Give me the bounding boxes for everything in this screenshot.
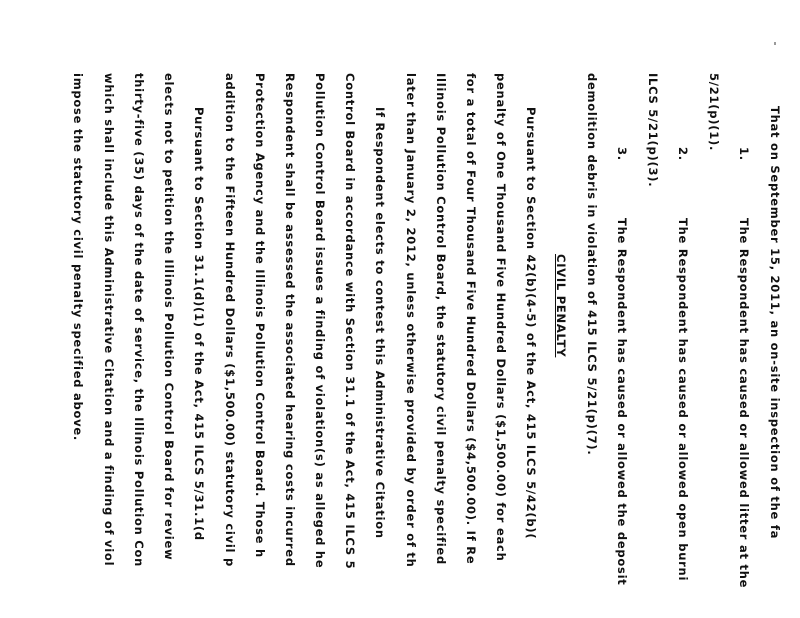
contest-paragraph-line: If Respondent elects to contest this Administrative Citation [373, 107, 387, 539]
item-2-number: 2. [676, 147, 690, 161]
item-1-number: 1. [737, 147, 751, 161]
item-1-continuation: 5/21(p)(1). [707, 73, 721, 152]
paragraph-intro-line: That on September 15, 2011, an on-site inspection of the fa [768, 106, 782, 540]
contest-paragraph-line: Pollution Control Board issues a finding of violation(s) as alleged he [313, 73, 327, 569]
review-paragraph-line: impose the statutory civil penalty specified above. [71, 73, 85, 442]
scan-speck [774, 42, 776, 45]
section-heading-civil-penalty: CIVIL PENALTY [554, 254, 568, 358]
review-paragraph-line: elects not to petition the Illinois Pollution Control Board for review [162, 73, 176, 561]
review-paragraph-line: thirty-five (35) days of the date of service, the Illinois Pollution Con [132, 73, 146, 568]
review-paragraph-line: Pursuant to Section 31.1(d)(1) of the Act, 415 ILCS 5/31.1(d [192, 107, 206, 541]
contest-paragraph-line: addition to the Fifteen Hundred Dollars ($1,500.00) statutory civil p [223, 73, 237, 567]
civil-penalty-line: Pursuant to Section 42(b)(4-5) of the Act, 415 ILCS 5/42(b)( [524, 107, 538, 540]
civil-penalty-line: for a total of Four Thousand Five Hundred Dollars ($4,500.00). If Re [464, 73, 478, 565]
item-2-text: The Respondent has caused or allowed open burni [676, 218, 690, 582]
item-3-continuation: demolition debris in violation of 415 ILCS 5/21(p)(7). [585, 73, 599, 456]
civil-penalty-line: penalty of One Thousand Five Hundred Dollars ($1,500.00) for each [494, 73, 508, 562]
civil-penalty-line: later than January 2, 2012, unless otherwise provided by order of th [404, 73, 418, 568]
contest-paragraph-line: Respondent shall be assessed the associated hearing costs incurred [283, 73, 297, 567]
contest-paragraph-line: Control Board in accordance with Section 31.1 of the Act, 415 ILCS 5 [343, 73, 357, 570]
item-1-text: The Respondent has caused or allowed litter at the [737, 218, 751, 589]
civil-penalty-line: Illinois Pollution Control Board, the statutory civil penalty specified [434, 73, 448, 565]
item-2-continuation: ILCS 5/21(p)(3). [646, 73, 660, 188]
item-3-text: The Respondent has caused or allowed the deposit [615, 218, 629, 586]
review-paragraph-line: which shall include this Administrative Citation and a finding of viol [102, 73, 116, 567]
item-3-number: 3. [615, 147, 629, 161]
contest-paragraph-line: Protection Agency and the Illinois Pollution Control Board. Those h [253, 73, 267, 558]
